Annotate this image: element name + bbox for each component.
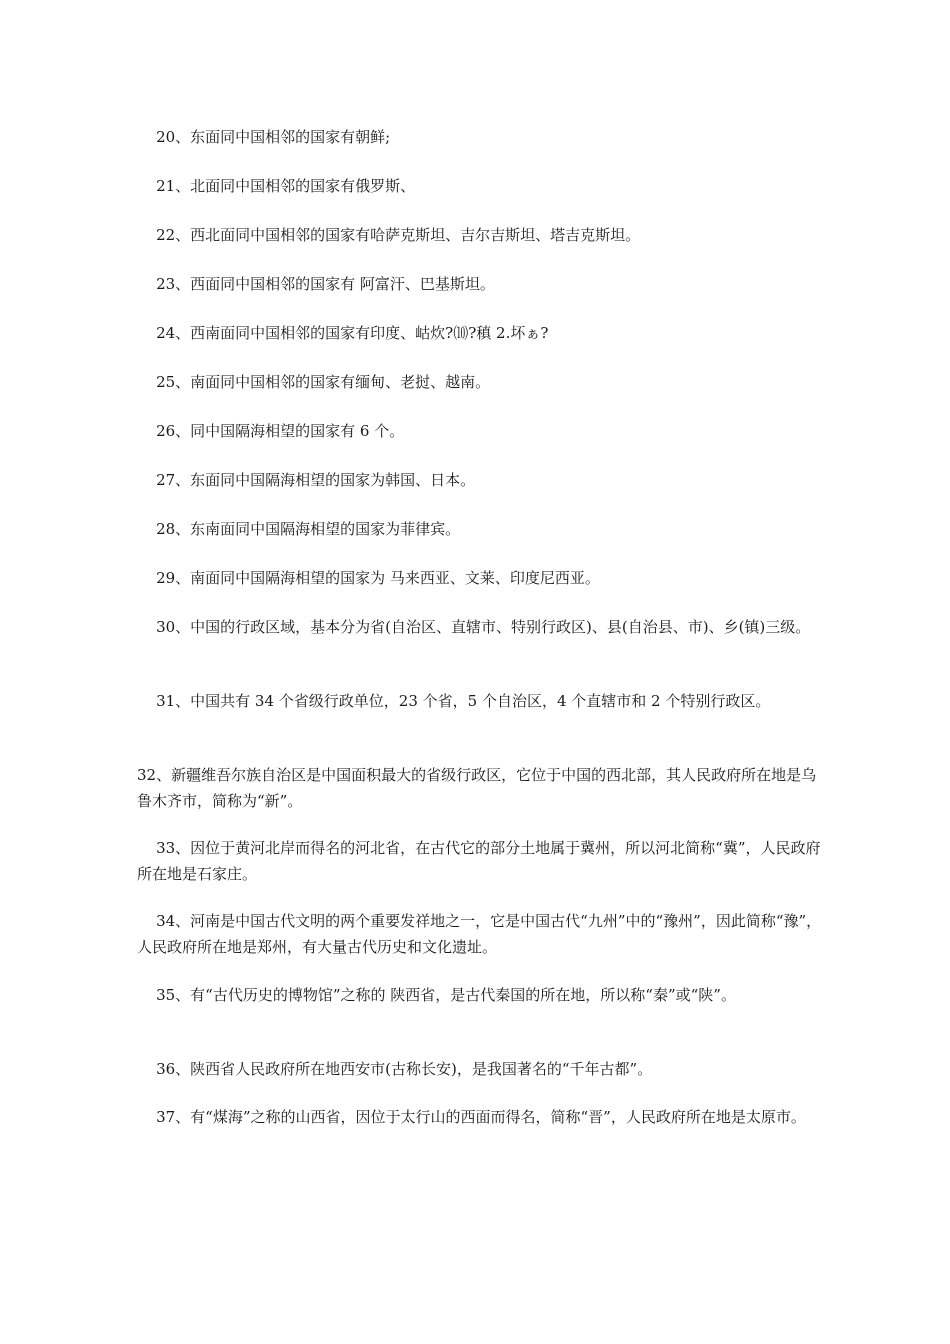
paragraph-35: 35、有“古代历史的博物馆”之称的 陕西省，是古代秦国的所在地，所以称“秦”或“陕”。 [137, 986, 736, 1004]
paragraph-24: 24、西南面同中国相邻的国家有印度、岵炊?⑽?稹 2.坏ぁ? [137, 324, 549, 342]
paragraph-30: 30、中国的行政区域，基本分为省(自治区、直辖市、特别行政区)、县(自治县、市)、乡(镇)三级。 [137, 618, 811, 636]
paragraph-25: 25、南面同中国相邻的国家有缅甸、老挝、越南。 [137, 373, 491, 391]
paragraph-32: 32、新疆维吾尔族自治区是中国面积最大的省级行政区，它位于中国的西北部，其人民政府所在地是乌鲁木齐市，简称为“新”。 [137, 766, 817, 810]
paragraph-20: 20、东面同中国相邻的国家有朝鲜; [137, 128, 391, 146]
paragraph-37: 37、有“煤海”之称的山西省，因位于太行山的西面而得名，简称“晋”，人民政府所在地是太原市。 [137, 1108, 806, 1126]
paragraph-34: 34、河南是中国古代文明的两个重要发祥地之一，它是中国古代“九州”中的“豫州”，因此简称“豫”，人民政府所在地是郑州，有大量古代历史和文化遗址。 [137, 912, 822, 956]
paragraph-27: 27、东面同中国隔海相望的国家为韩国、日本。 [137, 471, 476, 489]
paragraph-33: 33、因位于黄河北岸而得名的河北省，在古代它的部分土地属于冀州，所以河北简称“冀”，人民政府所在地是石家庄。 [137, 839, 821, 883]
paragraph-23: 23、西面同中国相邻的国家有 阿富汗、巴基斯坦。 [137, 275, 495, 293]
paragraph-36: 36、陕西省人民政府所在地西安市(古称长安)，是我国著名的“千年古都”。 [137, 1060, 653, 1078]
paragraph-26: 26、同中国隔海相望的国家有 6 个。 [137, 422, 405, 440]
paragraph-28: 28、东南面同中国隔海相望的国家为菲律宾。 [137, 520, 461, 538]
paragraph-29: 29、南面同中国隔海相望的国家为 马来西亚、文莱、印度尼西亚。 [137, 569, 600, 587]
paragraph-31: 31、中国共有 34 个省级行政单位，23 个省，5 个自治区，4 个直辖市和 2 个特别行政区。 [137, 692, 771, 710]
paragraph-22: 22、西北面同中国相邻的国家有哈萨克斯坦、吉尔吉斯坦、塔吉克斯坦。 [137, 226, 641, 244]
paragraph-21: 21、北面同中国相邻的国家有俄罗斯、 [137, 177, 416, 195]
